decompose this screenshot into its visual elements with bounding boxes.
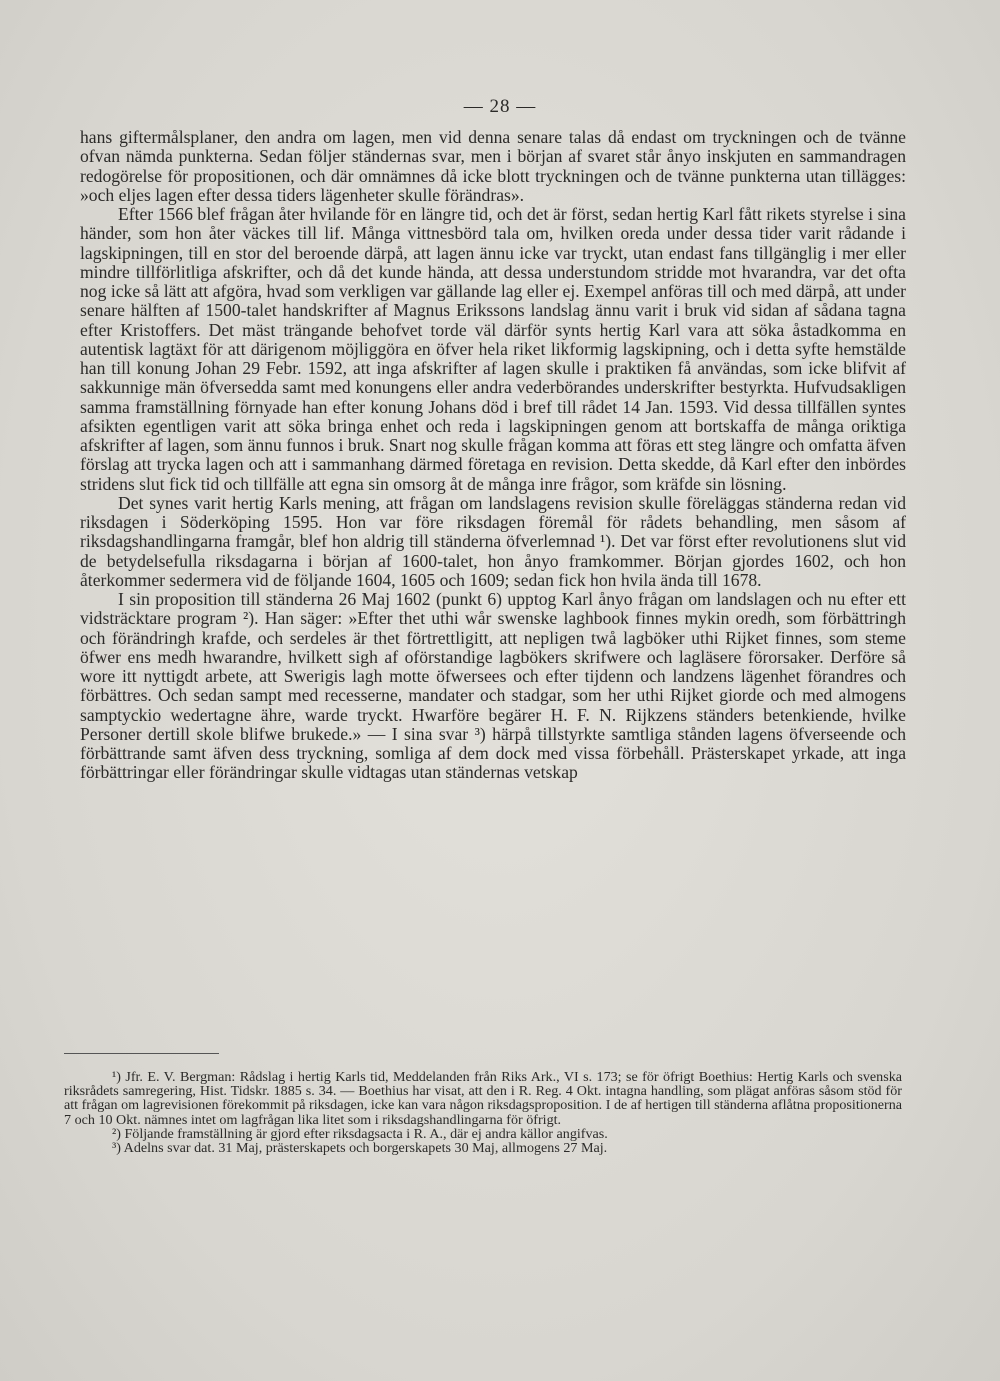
paragraph-3: Det synes varit hertig Karls mening, att frågan om landslagens revision skulle föreläggas ständerna redan vid riksdagen i Söderköping 1595. Hon var före riksdagen föremål för rådets behandling, men såsom af riksdagshandlingarna framgår, blef hon aldrig till ständerna öfverlemnad ¹). Det var först efter revolutionens slut vid de betydelsefulla riksdagarna i början af 1600-talet, hon ånyo framkommer. Början gjordes 1602, och hon återkommer sedermera vid de följande 1604, 1605 och 1609; sedan fick hon hvila ända till 1678. <box>80 492 906 590</box>
footnote-1: ¹) Jfr. E. V. Bergman: Rådslag i hertig Karls tid, Meddelanden från Riks Ark., VI s. 173; se för öfrigt Boethius: Hertig Karls och svenska riksrådets samregering, Hist. Tidskr. 1885 s. 34. — Boethius har visat, att den i R. Reg. 4 Okt. intagna handling, som plägat anföras såsom stöd för att frågan om lagrevisionen förekommit på riksdagen, icke kan vara någon riksdagsproposition. I de af hertigen till ständerna aflåtna propositionerna 7 och 10 Okt. nämnes intet om lagfrågan lika litet som i riksdagshandlingarna för öfrigt. <box>64 1069 902 1128</box>
footnote-3: ³) Adelns svar dat. 31 Maj, prästerskapets och borgerskapets 30 Maj, allmogens 27 Maj. <box>112 1140 608 1157</box>
footnote-divider <box>64 1053 219 1054</box>
paragraph-1: hans giftermålsplaner, den andra om lagen, men vid denna senare talas då endast om tryckningen och de tvänne ofvan nämda punkterna. Sedan följer ständernas svar, men i början af svaret står ånyo inskjuten en sammandragen redogörelse för propositionen, och där omnämnes då icke blott tryckningen och de tvänne punkterna utan tillägges: »och eljes lagen efter dessa tiders lägenheter skulle förändras». <box>80 127 906 205</box>
footnotes <box>64 1070 902 1155</box>
footnote-2: ²) Följande framställning är gjord efter riksdagsacta i R. A., där ej andra källor angifvas. <box>112 1125 608 1142</box>
body-text <box>80 128 906 783</box>
paragraph-2: Efter 1566 blef frågan åter hvilande för en längre tid, och det är först, sedan hertig Karl fått rikets styrelse i sina händer, som hon åter väckes till lif. Många vittnesbörd tala om, hvilken oreda under dessa tider varit rådande i lagskipningen, till en stor del beroende därpå, att lagen ännu icke var tryckt, utan endast fans tillgänglig i mer eller mindre tillförlitliga afskrifter, och då det kunde hända, att dessa understundom stridde mot hvarandra, var det ofta nog icke så lätt att afgöra, hvad som verkligen var gällande lag eller ej. Exempel anföras till och med därpå, att under senare hälften af 1500-talet handskrifter af Magnus Erikssons landslag ännu varit i bruk vid sidan af sådana tagna efter Kristoffers. Det mäst trängande behofvet torde väl därför synts hertig Karl vara att söka åstadkomma en autentisk lagtäxt för att därigenom möjliggöra en öfver hela riket likformig lagskipning, och i detta syfte hemstälde han till konung Johan 29 Febr. 1592, att inga afskrifter af lagen skulle i praktiken få användas, som icke blifvit af sakkunnige män öfversedda samt med konungens eller andra vederbörandes underskrifter bestyrkta. Hufvudsakligen samma framställning förnyade han efter konung Johans död i bref till rådet 14 Jan. 1593. Vid dessa tillfällen syntes afsikten egentligen varit att söka bringa enhet och reda i lagskipningen genom att bortskaffa de många oriktiga afskrifter af lagen, som ännu funnos i bruk. Snart nog skulle frågan komma att föras ett steg längre och omfatta äfven förslag att trycka lagen och att i sammanhang därmed företaga en revision. Detta skedde, då Karl efter den inbördes stridens slut fick tid och tillfälle att egna sin omsorg åt de många inre frågor, som kräfde sin lösning. <box>80 204 906 494</box>
page-number: — 28 — <box>463 96 537 117</box>
paragraph-4: I sin proposition till ständerna 26 Maj 1602 (punkt 6) upptog Karl ånyo frågan om landslagen och nu efter ett vidsträcktare program ²). Han säger: »Efter thet uthi wår swenske laghbook finnes mykin oredh, som förbättringh och förändringh krafde, och serdeles är thet förtrettligitt, att nepligen twå lagböker uthi Rijket finnes, som steme öfwer ens medh hwarandre, hvilkett sigh af oförstandige lagbökers skrifwere och lagläsere förorsaker. Derföre så wore itt nyttigdt arbete, att Swerigis lagh motte öfwersees och efter tijdenn och landzens lägenhet förandres och förbättres. Och sedan sampt med recesserne, mandater och stadgar, som her uthi Rijket giorde och med almogens samptyckio wedertagne ähre, warde tryckt. Hwarföre begärer H. F. N. Rijkzens ständers betenkiende, hvilke Personer dertill skole blifwe brukede.» — I sina svar ³) härpå tillstyrkte samtliga stånden lagens öfverseende och förbättrande samt äfven dess tryckning, somliga af dem dock med vissa förbehåll. Prästerskapet yrkade, att inga förbättringar eller förändringar skulle vidtagas utan ständernas vetskap <box>80 589 906 783</box>
